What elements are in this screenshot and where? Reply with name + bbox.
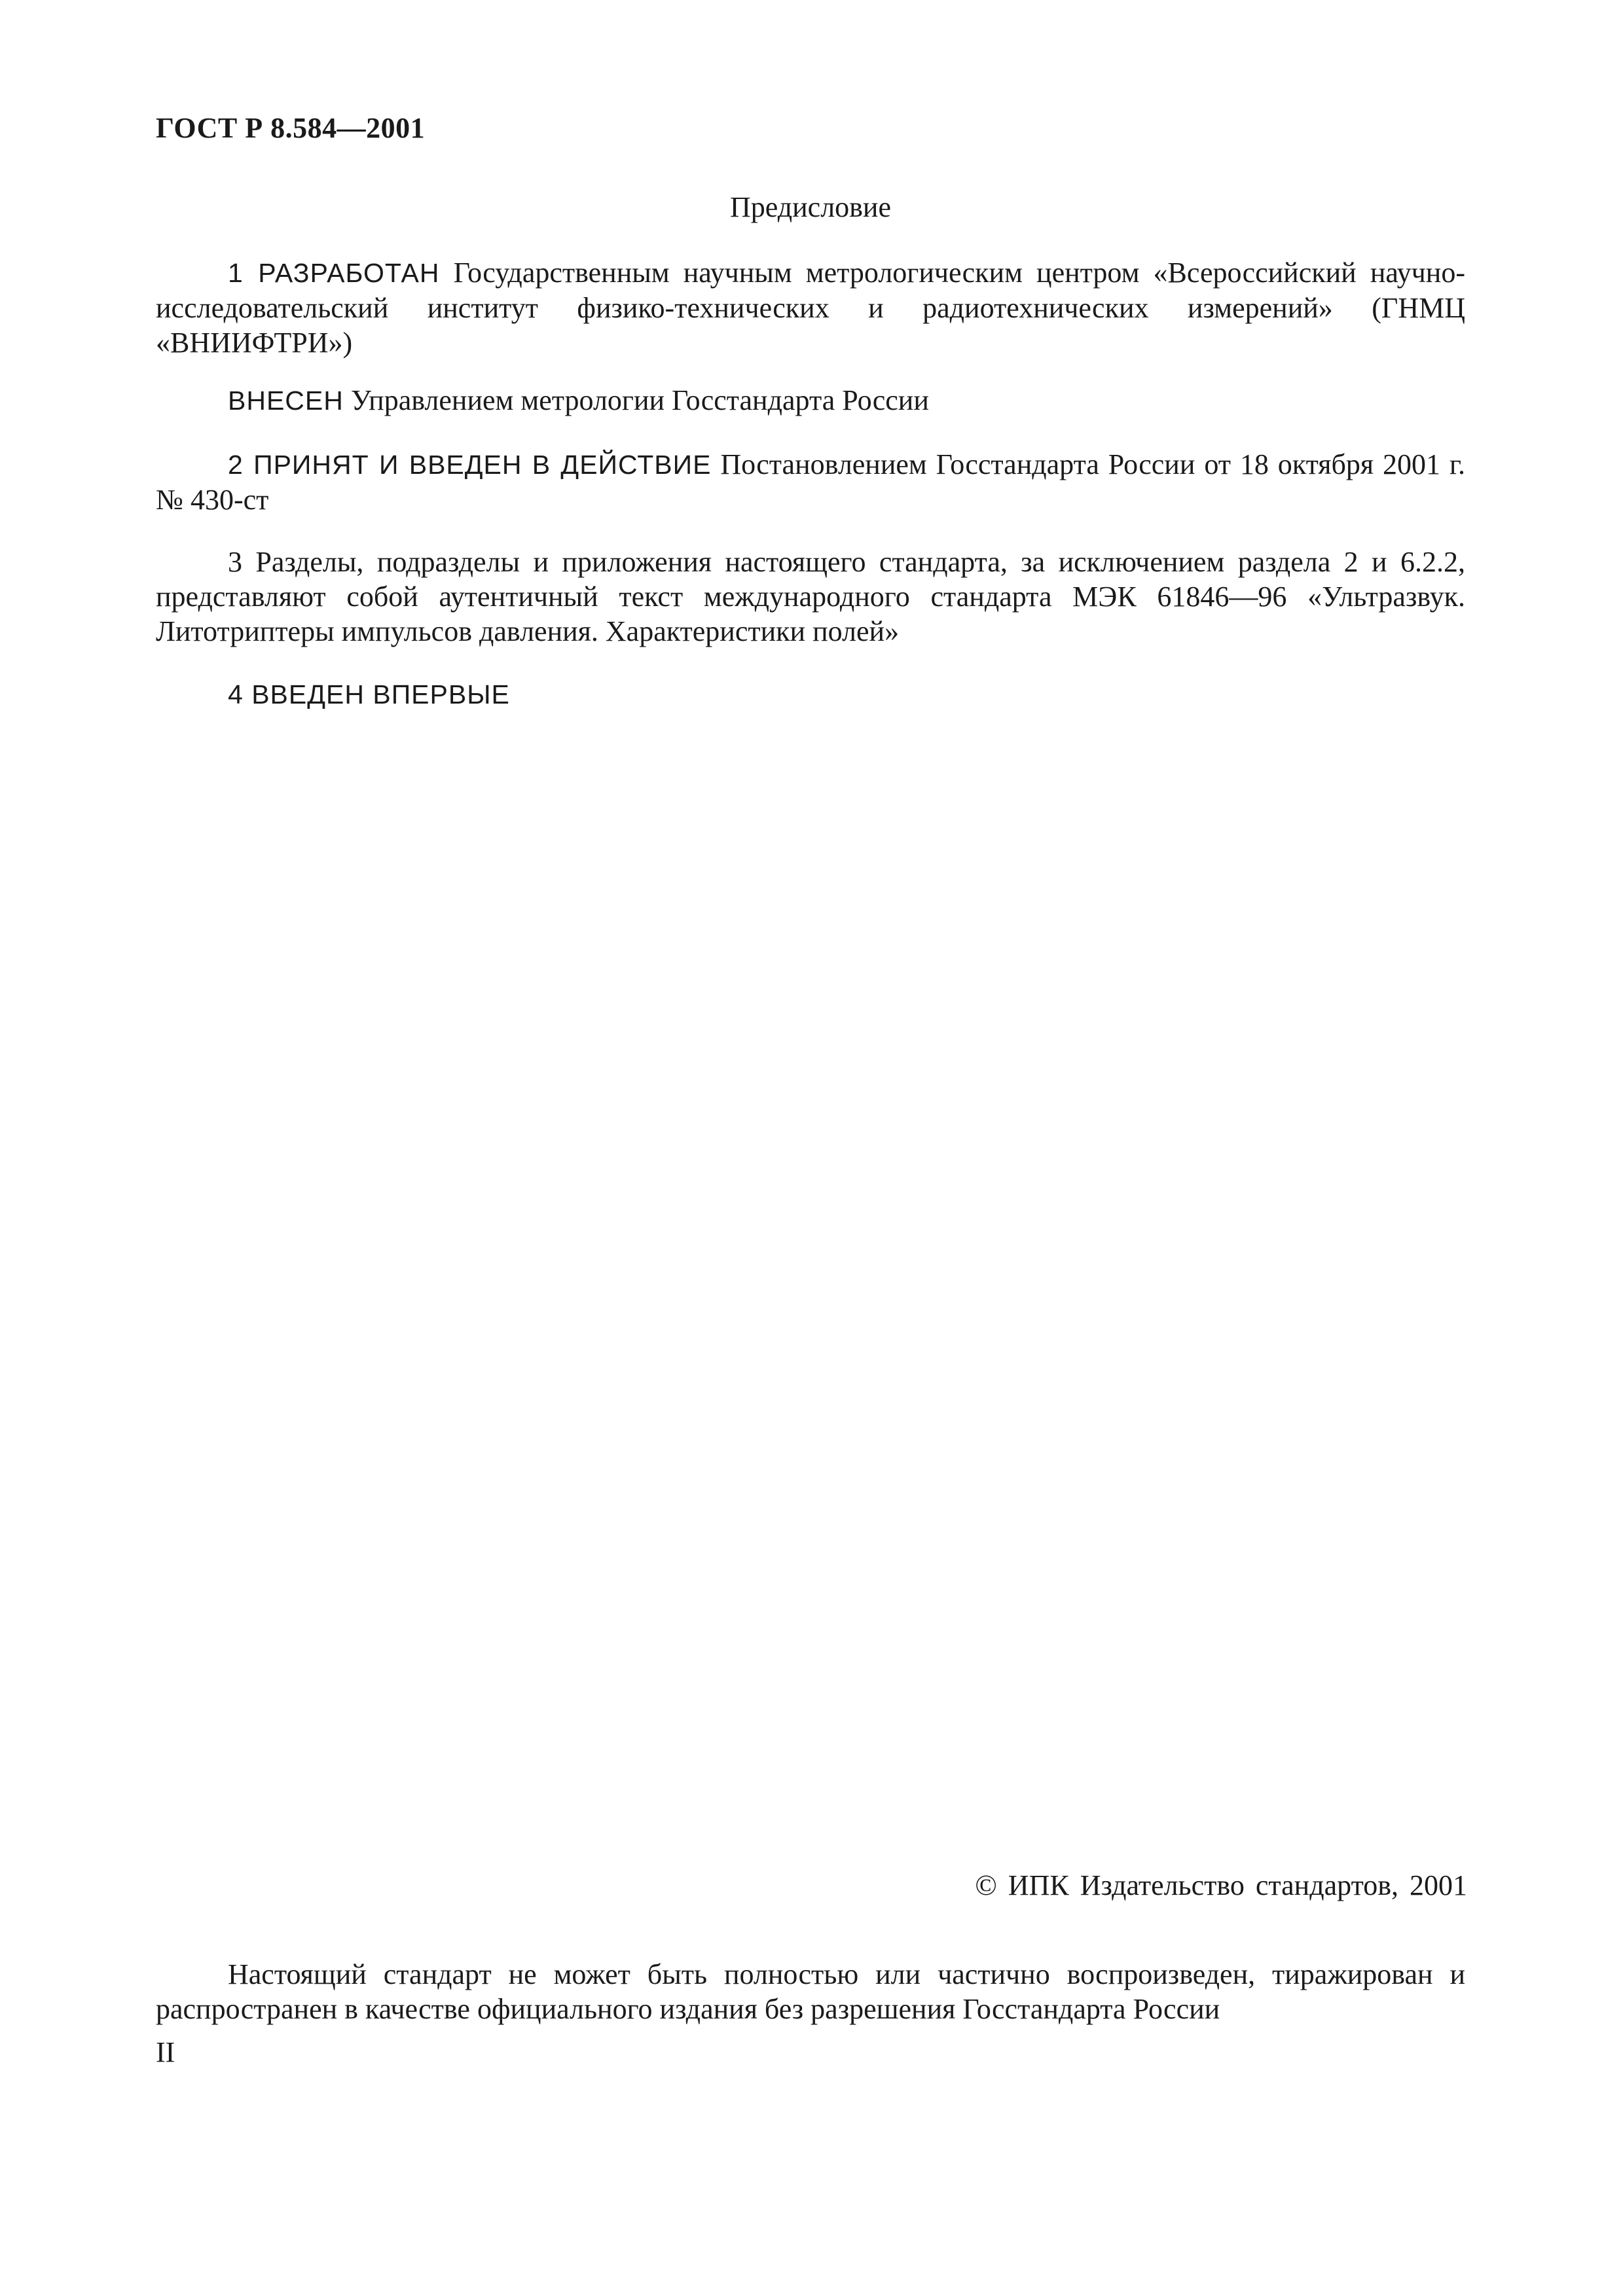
paragraph-text: Разделы, подразделы и приложения настоящего стандарта, за исключением раздела 2 и 6.2.2, представляют собой аутентичный текст международного стандарта МЭК 61846—96 «Ультразвук. Литотриптеры импульсов давления. Характеристики полей» [156, 546, 1465, 647]
paragraph-text: Управлением метрологии Госстандарта России [343, 384, 929, 416]
paragraph-sections [156, 545, 1465, 649]
paragraph-introduced-by [156, 383, 1465, 418]
paragraph-lead: 4 ВВЕДЕН ВПЕРВЫЕ [228, 679, 510, 709]
paragraph-text: Государственным научным метрологическим центром «Всероссийский научно-исследовательский институт физико-технических и радиотехнических измерений» (ГНМЦ «ВНИИФТРИ») [156, 257, 1466, 359]
paragraph-adopted [156, 447, 1465, 517]
paragraph-lead: ВНЕСЕН [228, 386, 344, 416]
paragraph-lead: 3 [228, 546, 242, 578]
document-header: ГОСТ Р 8.584—2001 [156, 112, 426, 144]
reproduction-notice: Настоящий стандарт не может быть полностью или частично воспроизведен, тиражирован и распространен в качестве официального издания без разрешения Госстандарта России [156, 1958, 1465, 2025]
paragraph-lead: 2 ПРИНЯТ И ВВЕДЕН В ДЕЙСТВИЕ [228, 450, 712, 480]
page-number: II [156, 2036, 175, 2068]
paragraph-introduced-first [156, 677, 1465, 712]
paragraph-lead: 1 РАЗРАБОТАН [228, 258, 440, 288]
section-title: Предисловие [730, 191, 891, 223]
paragraph-text: Постановлением Госстандарта России от 18 октября 2001 г. № 430-ст [156, 448, 1465, 516]
paragraph-developed-by [156, 255, 1465, 360]
copyright-line: © ИПК Издательство стандартов, 2001 [975, 1869, 1467, 1901]
